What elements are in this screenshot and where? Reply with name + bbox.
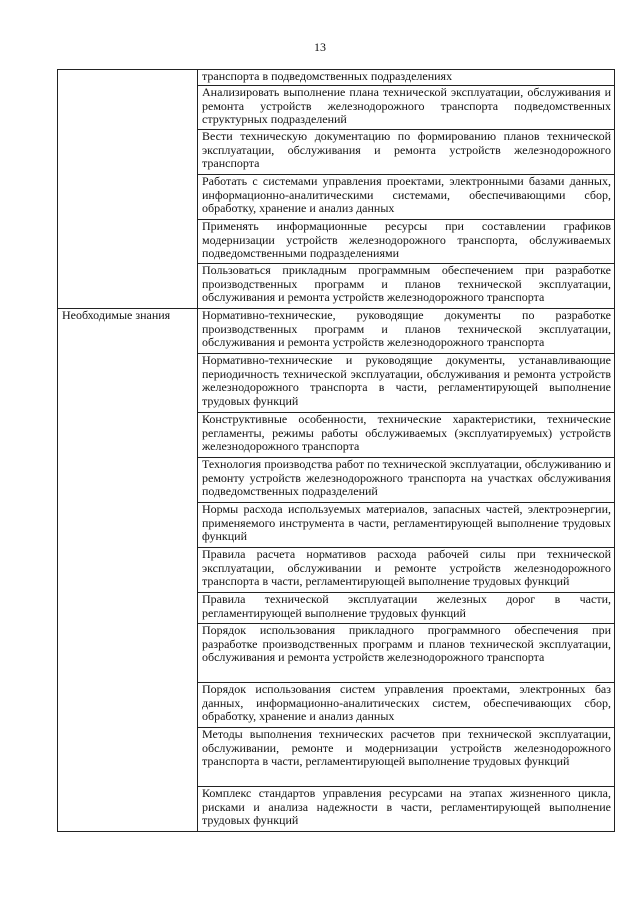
table-row bbox=[58, 70, 615, 86]
knowledge-item: Нормативно-технические, руководящие документы по разработке производственных программ и планов технической эксплуатации, обслуживания и ремонта устройств железнодорожного транспорта bbox=[198, 309, 615, 354]
knowledge-item: Технология производства работ по технической эксплуатации, обслуживанию и ремонту устройств железнодорожного транспорта на участках обслуживания подведомственных подразделений bbox=[198, 458, 615, 503]
knowledge-item: Конструктивные особенности, технические характеристики, технические регламенты, режимы работы обслуживаемых (эксплуатируемых) устройств железнодорожного транспорта bbox=[198, 413, 615, 458]
qualification-table bbox=[57, 69, 615, 832]
table-row bbox=[58, 309, 615, 354]
skill-item: Пользоваться прикладным программным обеспечением при разработке производственных программ и планов технической эксплуатации, обслуживания и ремонта устройств железнодорожного транспорта bbox=[198, 264, 615, 309]
row-label-knowledge: Необходимые знания bbox=[58, 309, 198, 832]
knowledge-item: Комплекс стандартов управления ресурсами на этапах жизненного цикла, рисками и анализа надежности в части, регламентирующей выполнение трудовых функций bbox=[198, 787, 615, 832]
skill-item: транспорта в подведомственных подразделениях bbox=[198, 70, 615, 86]
skill-item: Применять информационные ресурсы при составлении графиков модернизации устройств железнодорожного транспорта, обслуживаемых подведомственными подразделениями bbox=[198, 220, 615, 264]
knowledge-item: Правила расчета нормативов расхода рабочей силы при технической эксплуатации, обслуживании и ремонте устройств железнодорожного транспорта в части, регламентирующей выполнение трудовых функций bbox=[198, 548, 615, 593]
skill-item: Работать с системами управления проектами, электронными базами данных, информационно-аналитическими системами, обеспечивающими сбор, обработку, хранение и анализ данных bbox=[198, 175, 615, 220]
skills-label-cell bbox=[58, 70, 198, 309]
page-number: 13 bbox=[314, 40, 326, 54]
knowledge-item: Нормативно-технические и руководящие документы, устанавливающие периодичность технической эксплуатации, обслуживания и ремонта устройств железнодорожного транспорта в части, регламентирующей выполнение трудовых функций bbox=[198, 354, 615, 413]
knowledge-item: Методы выполнения технических расчетов при технической эксплуатации, обслуживании, ремонте и модернизации устройств железнодорожного транспорта в части, регламентирующей выполнение трудовых функций bbox=[198, 728, 615, 787]
knowledge-item: Нормы расхода используемых материалов, запасных частей, электроэнергии, применяемого инструмента в части, регламентирующей выполнение трудовых функций bbox=[198, 503, 615, 548]
knowledge-item: Правила технической эксплуатации железных дорог в части, регламентирующей выполнение трудовых функций bbox=[198, 593, 615, 624]
knowledge-item: Порядок использования систем управления проектами, электронных баз данных, информационно-аналитических систем, обеспечивающих сбор, обработку, хранение и анализ данных bbox=[198, 683, 615, 728]
knowledge-item: Порядок использования прикладного программного обеспечения при разработке производственных программ и планов технической эксплуатации, обслуживания и ремонта устройств железнодорожного транспорта bbox=[198, 624, 615, 683]
skill-item: Анализировать выполнение плана технической эксплуатации, обслуживания и ремонта устройств железнодорожного транспорта подведомственных структурных подразделений bbox=[198, 86, 615, 130]
skill-item: Вести техническую документацию по формированию планов технической эксплуатации, обслуживания и ремонта устройств железнодорожного транспорта bbox=[198, 130, 615, 175]
